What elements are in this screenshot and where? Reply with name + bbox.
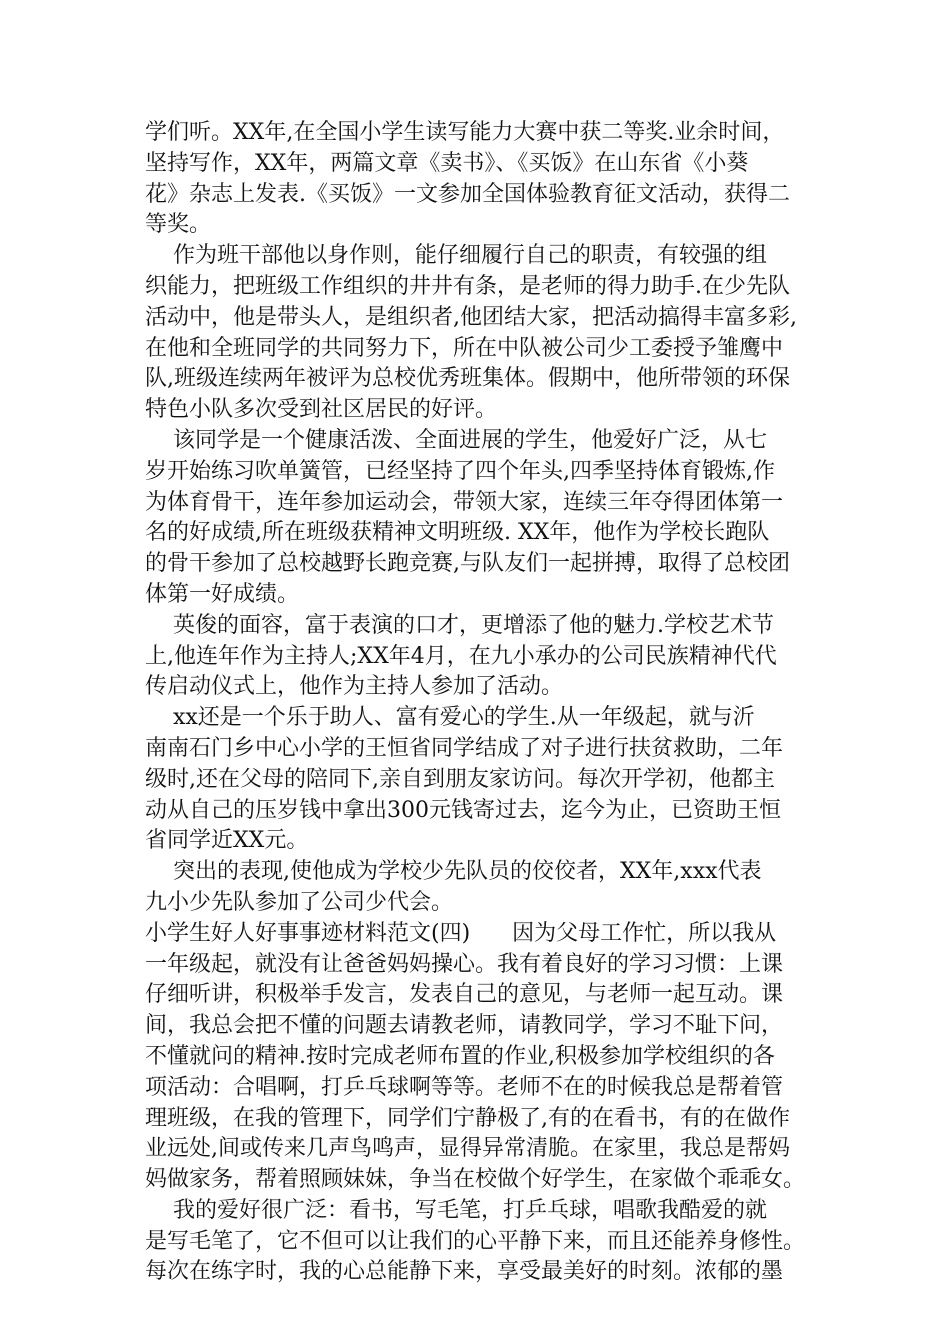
text-line: 每次在练字时，我的心总能静下来，享受最美好的时刻。浓郁的墨: [145, 1259, 784, 1285]
text-line: 突出的表现,使他成为学校少先队员的佼佼者，XX年,xxx代表: [145, 859, 762, 885]
text-line: 坚持写作，XX年，两篇文章《卖书》、《买饭》在山东省《小葵: [145, 150, 749, 176]
text-line: 理班级，在我的管理下，同学们宁静极了,有的在看书，有的在做作: [145, 1105, 790, 1131]
text-line: 项活动：合唱啊，打乒乓球啊等等。老师不在的时候我总是帮着管: [145, 1074, 784, 1100]
text-line: 在他和全班同学的共同努力下，所在中队被公司少工委授予雏鹰中: [145, 335, 784, 361]
text-line: 学们听。XX年,在全国小学生读写能力大赛中获二等奖.业余时间，: [145, 120, 785, 145]
text-line: 该同学是一个健康活泼、全面进展的学生，他爱好广泛，从七: [145, 427, 767, 453]
text-line: 上,他连年作为主持人;XX年4月，在九小承办的公司民族精神代代: [145, 643, 777, 669]
text-line: 仔细听讲，积极举手发言，发表自己的意见，与老师一起互动。课: [145, 982, 784, 1008]
body-text: [145, 118, 835, 1288]
text-line: 小学生好人好事事迹材料范文(四) 因为父母工作忙，所以我从: [145, 920, 777, 946]
text-line: 我的爱好很广泛：看书，写毛笔，打乒乓球，唱歌我酷爱的就: [145, 1197, 767, 1223]
text-line: xx还是一个乐于助人、富有爱心的学生.从一年级起，就与沂: [145, 705, 755, 731]
text-line: 队,班级连续两年被评为总校优秀班集体。假期中，他所带领的环保: [145, 366, 790, 392]
text-line: 不懂就问的精神.按时完成老师布置的作业,积极参加学校组织的各: [145, 1043, 775, 1069]
text-line: 南南石门乡中心小学的王恒省同学结成了对子进行扶贫救助，二年: [145, 735, 784, 761]
text-line: 业远处,间或传来几声鸟鸣声，显得异常清脆。在家里，我总是帮妈: [145, 1136, 790, 1162]
text-line: 等奖。: [145, 212, 212, 238]
text-line: 是写毛笔了，它不但可以让我们的心平静下来，而且还能养身修性。: [145, 1228, 806, 1254]
text-line: 特色小队多次受到社区居民的好评。: [145, 397, 498, 423]
text-line: 九小少先队参加了公司少代会。: [145, 889, 454, 915]
text-line: 名的好成绩,所在班级获精神文明班级. XX年，他作为学校长跑队: [145, 520, 770, 546]
text-line: 传启动仪式上，他作为主持人参加了活动。: [145, 674, 564, 700]
text-line: 间，我总会把不懂的问题去请教老师，请教同学，学习不耻下问，: [145, 1013, 784, 1039]
text-line: 织能力，把班级工作组织的井井有条，是老师的得力助手.在少先队: [145, 273, 790, 299]
text-line: 省同学近XX元。: [145, 828, 309, 854]
text-line: 花》杂志上发表.《买饭》一文参加全国体验教育征文活动，获得二: [145, 181, 790, 207]
text-line: 英俊的面容，富于表演的口才，更增添了他的魅力.学校艺术节: [145, 612, 774, 638]
text-line: 妈做家务，帮着照顾妹妹，争当在校做个好学生，在家做个乖乖女。: [145, 1167, 806, 1193]
text-line: 的骨干参加了总校越野长跑竞赛,与队友们一起拼搏，取得了总校团: [145, 551, 790, 577]
text-line: 岁开始练习吹单簧管，已经坚持了四个年头,四季坚持体育锻炼,作: [145, 458, 775, 484]
text-line: 体第一好成绩。: [145, 581, 300, 607]
text-line: 活动中，他是带头人，是组织者,他团结大家，把活动搞得丰富多彩,: [145, 304, 797, 330]
text-line: 一年级起，就没有让爸爸妈妈操心。我有着良好的学习习惯：上课: [145, 951, 784, 977]
text-line: 级时,还在父母的陪同下,亲自到朋友家访问。每次开学初，他都主: [145, 766, 775, 792]
text-line: 动从自己的压岁钱中拿出300元钱寄过去，迄今为止，已资助王恒: [145, 797, 781, 823]
text-line: 作为班干部他以身作则，能仔细履行自己的职责，有较强的组: [145, 243, 767, 269]
text-line: 为体育骨干，连年参加运动会，带领大家，连续三年夺得团体第一: [145, 489, 784, 515]
